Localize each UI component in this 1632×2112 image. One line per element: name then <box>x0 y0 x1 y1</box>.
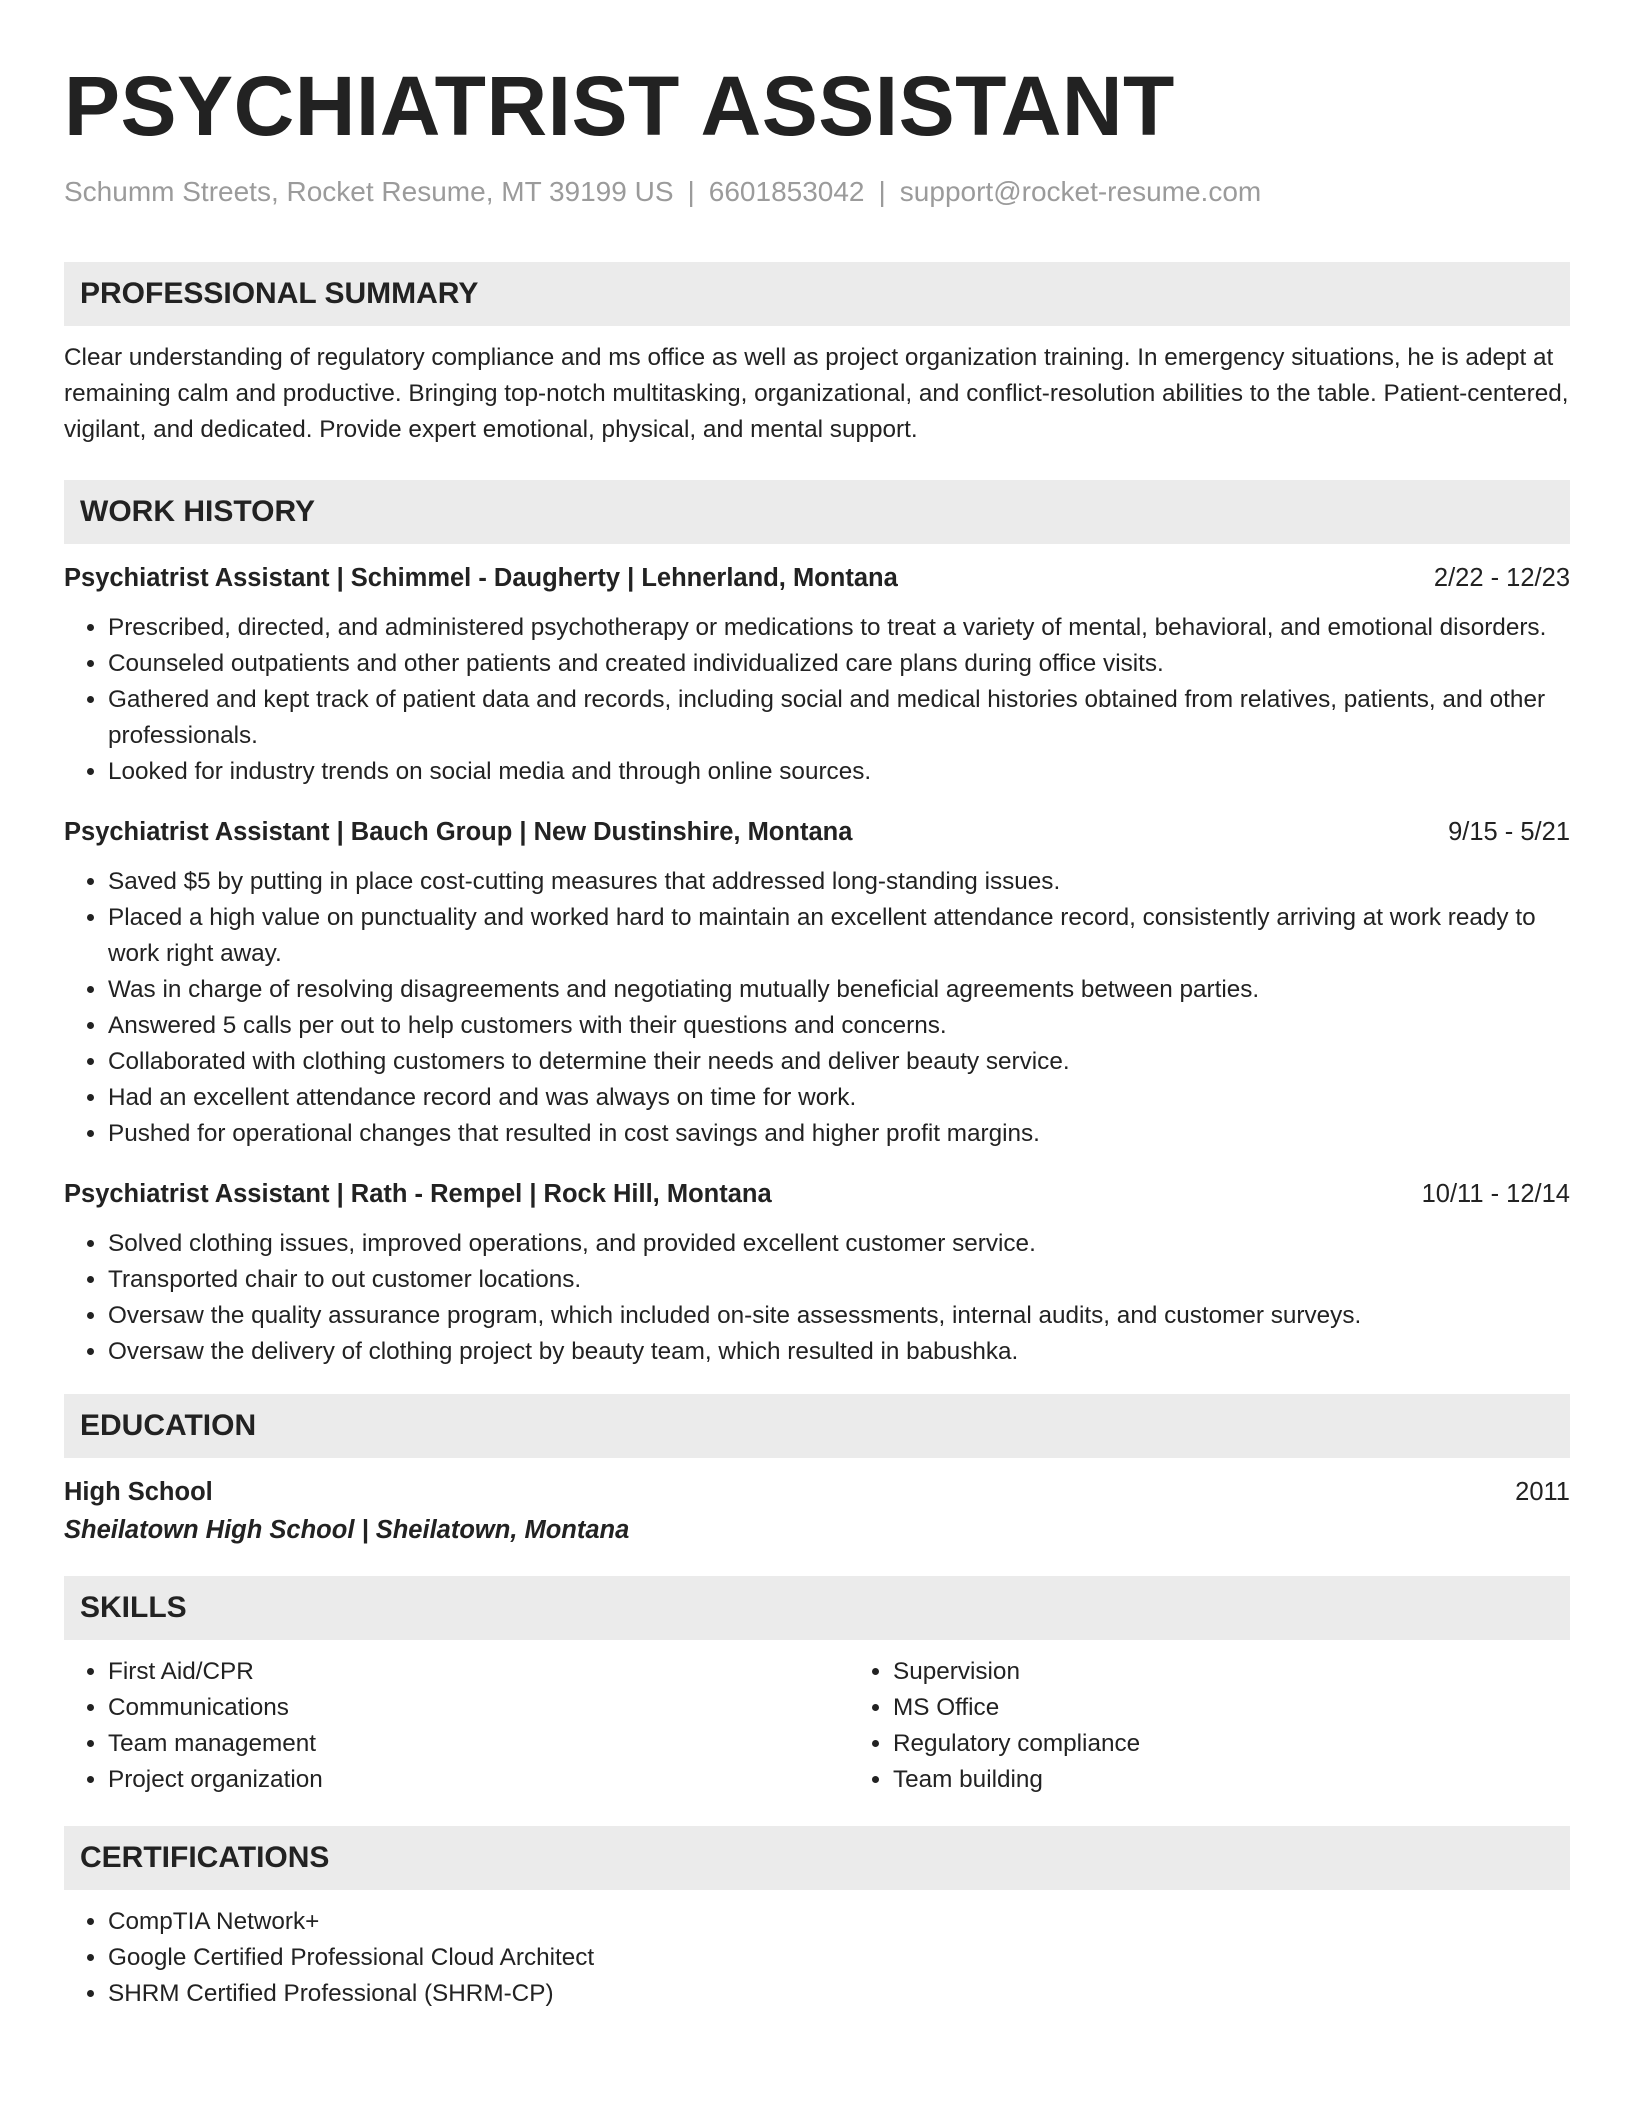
section-header-work-history: WORK HISTORY <box>64 480 1570 544</box>
resume-name: PSYCHIATRIST ASSISTANT <box>64 59 1175 153</box>
skill-item: • First Aid/CPR <box>108 1654 861 1690</box>
job-bullet: • Collaborated with clothing customers to determine their needs and deliver beauty service. <box>108 1044 1570 1080</box>
skill-item: • Regulatory compliance <box>893 1726 1632 1762</box>
job-bullet: • Answered 5 calls per out to help customers with their questions and concerns. <box>108 1008 1570 1044</box>
contact-address: Schumm Streets, Rocket Resume, MT 39199 US <box>64 176 674 207</box>
job-bullet: • Placed a high value on punctuality and worked hard to maintain an excellent attendance record, consistently arriving at work ready to work right away. <box>108 900 1570 972</box>
skill-item: • Team building <box>893 1762 1632 1798</box>
skill-item: • Project organization <box>108 1762 861 1798</box>
contact-email: support@rocket-resume.com <box>899 176 1262 207</box>
certification-item: • SHRM Certified Professional (SHRM-CP) <box>108 1976 1570 2012</box>
certifications-list <box>64 1904 1570 2012</box>
job-title: Psychiatrist Assistant | Bauch Group | New Dustinshire, Montana <box>64 818 853 846</box>
job-bullets <box>64 864 1570 1152</box>
job-bullet: • Prescribed, directed, and administered psychotherapy or medications to treat a variety of mental, behavioral, and emotional disorders. <box>108 610 1570 646</box>
summary-text: Clear understanding of regulatory compliance and ms office as well as project organization training. In emergency situations, he is adept at remaining calm and productive. Bringing top-notch multitasking, organizational, and conflict-resolution abilities to the table. Patient-centered, vigilant, and dedicated. Provide expert emotional, physical, and mental support. <box>64 344 1569 443</box>
job-bullet: • Pushed for operational changes that resulted in cost savings and higher profit margins. <box>108 1116 1570 1152</box>
job-bullet: • Was in charge of resolving disagreements and negotiating mutually beneficial agreements between parties. <box>108 972 1570 1008</box>
job-bullet: • Transported chair to out customer locations. <box>108 1262 1570 1298</box>
section-header-certifications: CERTIFICATIONS <box>64 1826 1570 1890</box>
education-degree: High School <box>64 1478 213 1506</box>
education-year: 2011 <box>1515 1478 1570 1506</box>
job-heading <box>64 1176 1570 1212</box>
job-bullets <box>64 610 1570 790</box>
skills-list-right <box>861 1654 1632 1798</box>
skill-item: • Supervision <box>893 1654 1632 1690</box>
certification-item: • CompTIA Network+ <box>108 1904 1570 1940</box>
section-header-skills: SKILLS <box>64 1576 1570 1640</box>
certification-item: • Google Certified Professional Cloud Architect <box>108 1940 1570 1976</box>
job-title: Psychiatrist Assistant | Rath - Rempel | Rock Hill, Montana <box>64 1180 772 1208</box>
job-dates: 2/22 - 12/23 <box>1433 564 1570 592</box>
job-bullet: • Gathered and kept track of patient data and records, including social and medical histories obtained from relatives, patients, and other professionals. <box>108 682 1570 754</box>
job-dates: 9/15 - 5/21 <box>1448 818 1570 846</box>
job-bullet: • Oversaw the delivery of clothing project by beauty team, which resulted in babushka. <box>108 1334 1570 1370</box>
section-header-education: EDUCATION <box>64 1394 1570 1458</box>
job-bullet: • Counseled outpatients and other patients and created individualized care plans during office visits. <box>108 646 1570 682</box>
contact-separator: | <box>687 176 695 207</box>
job-heading <box>64 814 1570 850</box>
skill-item: • Team management <box>108 1726 861 1762</box>
job-title: Psychiatrist Assistant | Schimmel - Daugherty | Lehnerland, Montana <box>64 564 898 592</box>
skills-grid <box>64 1654 1570 1798</box>
job-bullet: • Looked for industry trends on social media and through online sources. <box>108 754 1570 790</box>
contact-phone: 6601853042 <box>708 176 865 207</box>
job-bullets <box>64 1226 1570 1370</box>
job-bullet: • Had an excellent attendance record and was always on time for work. <box>108 1080 1570 1116</box>
education-heading <box>64 1474 1570 1510</box>
skill-item: • Communications <box>108 1690 861 1726</box>
job-bullet: • Oversaw the quality assurance program, which included on-site assessments, internal audits, and customer surveys. <box>108 1298 1570 1334</box>
job-dates: 10/11 - 12/14 <box>1421 1180 1570 1208</box>
section-header-summary: PROFESSIONAL SUMMARY <box>64 262 1570 326</box>
job-bullet: • Solved clothing issues, improved operations, and provided excellent customer service. <box>108 1226 1570 1262</box>
job-heading <box>64 560 1570 596</box>
education-school: Sheilatown High School | Sheilatown, Montana <box>64 1516 630 1544</box>
contact-line <box>64 174 1570 210</box>
contact-separator: | <box>878 176 886 207</box>
job-bullet: • Saved $5 by putting in place cost-cutting measures that addressed long-standing issues. <box>108 864 1570 900</box>
skill-item: • MS Office <box>893 1690 1632 1726</box>
skills-list-left <box>64 1654 861 1798</box>
